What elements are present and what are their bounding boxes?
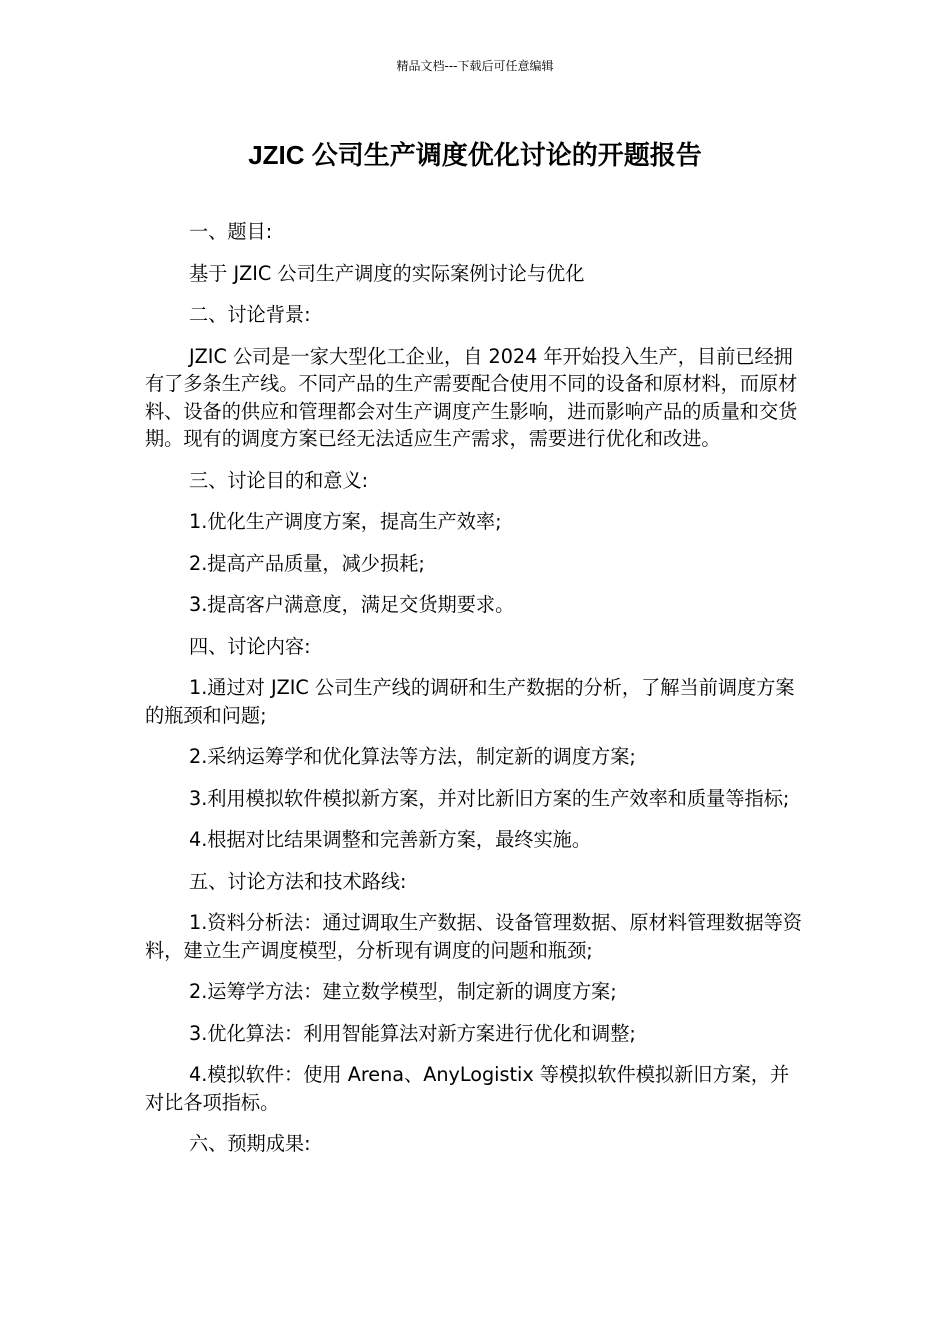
purpose-item-2: 2.提高产品质量，减少损耗; bbox=[189, 551, 425, 575]
method-item-1: 1.资料分析法：通过调取生产数据、设备管理数据、原材料管理数据等资料，建立生产调度模型，分析现有调度的问题和瓶颈; bbox=[145, 911, 803, 962]
section-heading-methods: 五、讨论方法和技术路线: bbox=[189, 869, 407, 893]
section-heading-topic: 一、题目: bbox=[189, 220, 273, 243]
document-title: JZIC 公司生产调度优化讨论的开题报告 bbox=[248, 140, 702, 170]
content-item-1: 1.通过对 JZIC 公司生产线的调研和生产数据的分析，了解当前调度方案的瓶颈和问题; bbox=[145, 676, 795, 727]
section-heading-content: 四、讨论内容: bbox=[189, 634, 311, 658]
method-item-3: 3.优化算法：利用智能算法对新方案进行优化和调整; bbox=[189, 1021, 636, 1045]
content-item-4: 4.根据对比结果调整和完善新方案，最终实施。 bbox=[189, 828, 592, 851]
purpose-item-3: 3.提高客户满意度，满足交货期要求。 bbox=[189, 593, 515, 616]
section-heading-purpose: 三、讨论目的和意义: bbox=[189, 468, 369, 492]
purpose-item-1: 1.优化生产调度方案，提高生产效率; bbox=[189, 510, 502, 533]
section-heading-outcomes: 六、预期成果: bbox=[189, 1132, 311, 1155]
method-item-4: 4.模拟软件：使用 Arena、AnyLogistix 等模拟软件模拟新旧方案，并对比各项指标。 bbox=[145, 1063, 790, 1114]
page-header-watermark: 精品文档---下载后可任意编辑 bbox=[396, 59, 554, 73]
method-item-2: 2.运筹学方法：建立数学模型，制定新的调度方案; bbox=[189, 980, 617, 1003]
background-paragraph: JZIC 公司是一家大型化工企业，自 2024 年开始投入生产，目前已经拥有了多条生产线。不同产品的生产需要配合使用不同的设备和原材料，而原材料、设备的供应和管理都会对生产调度产生影响，进而影响产品的质量和交货期。现有的调度方案已经无法适应生产需求，需要进行优化和改进。 bbox=[145, 344, 798, 450]
content-item-2: 2.采纳运筹学和优化算法等方法，制定新的调度方案; bbox=[189, 745, 636, 768]
section-heading-background: 二、讨论背景: bbox=[189, 303, 311, 326]
document-body bbox=[145, 218, 805, 1172]
content-item-3: 3.利用模拟软件模拟新方案，并对比新旧方案的生产效率和质量等指标; bbox=[189, 786, 790, 810]
topic-text: 基于 JZIC 公司生产调度的实际案例讨论与优化 bbox=[189, 261, 585, 285]
